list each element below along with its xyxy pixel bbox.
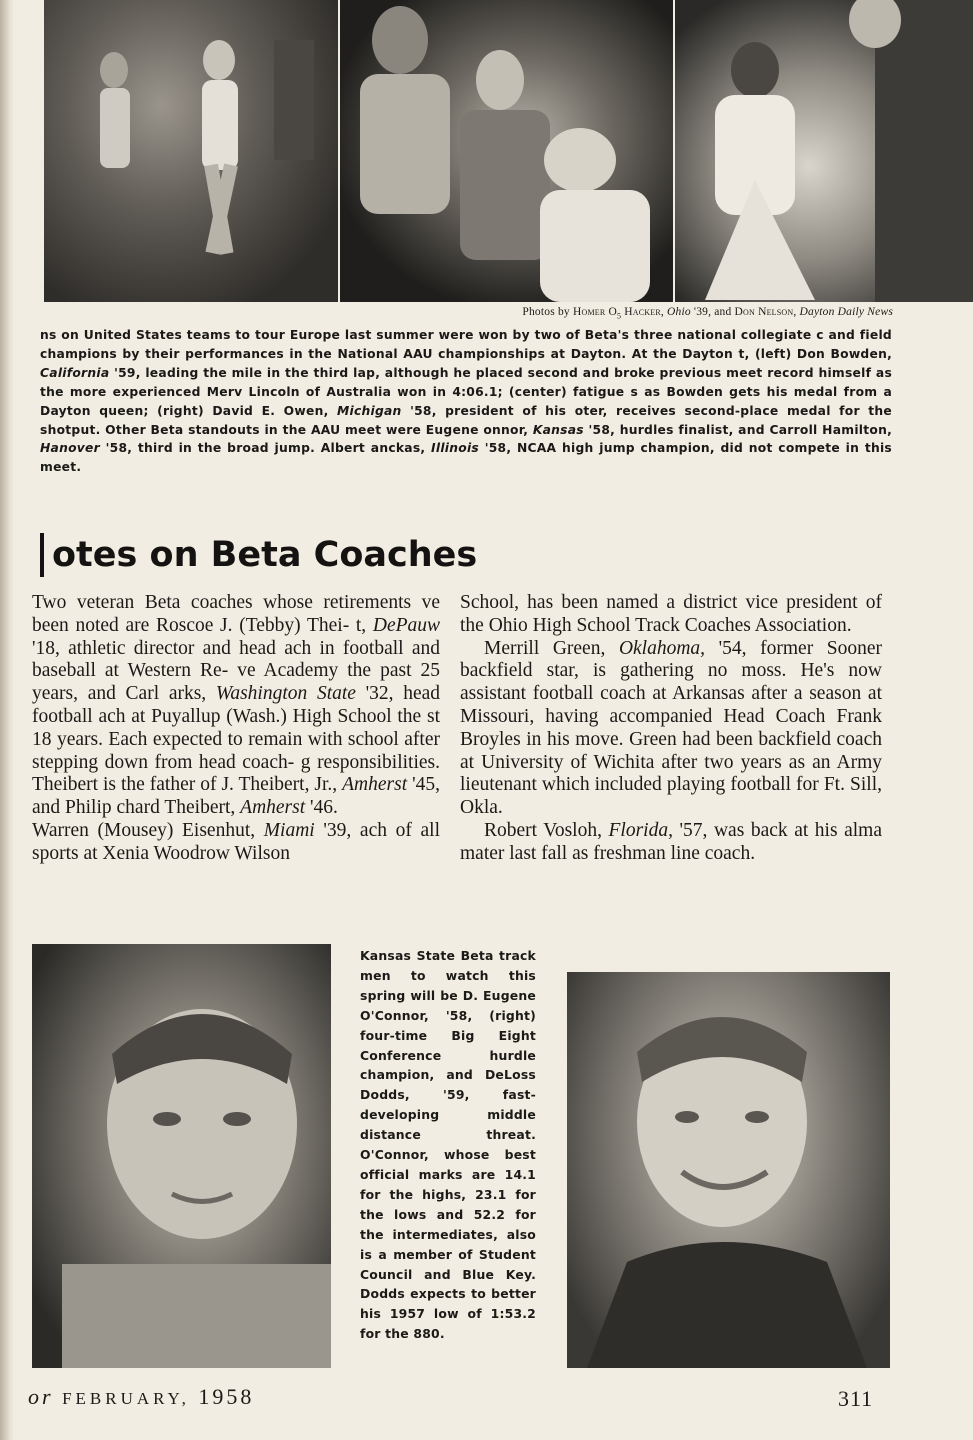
mile-race-photo — [44, 0, 338, 302]
right-paragraph-3: Robert Vosloh, Florida, '57, was back at his alma mater last fall as freshman line coach. — [460, 819, 883, 864]
runners-illustration — [44, 0, 338, 302]
photo-credit: Photos by Homer $O_5$ Hacker, Ohio '39, and Don Nelson, Dayton Daily News — [522, 306, 893, 321]
queen-scene-illustration — [675, 0, 973, 302]
article-left-column — [32, 592, 440, 866]
kansas-state-caption: Kansas State Beta track men to watch this spring will be D. Eugene O'Connor, '58, (right) four-time Big Eight Conference hurdle champion, and DeLoss Dodds, '59, fast-developing middle distance threat. O'Connor, whose best official marks are 14.1 for the highs, 23.1 for the lows and 52.2 for the intermediates, also is a member of Student Council and Blue Key. Dodds expects to better his 1957 low of 1:53.2 for the 880. — [360, 948, 536, 1342]
left-paragraph-2: Warren (Mousey) Eisenhut, Miami '39, ach of all sports at Xenia Woodrow Wilson — [32, 819, 441, 864]
dodds-portrait-illustration — [567, 972, 890, 1368]
article-right-column — [460, 592, 882, 866]
oconnor-portrait-illustration — [32, 944, 331, 1368]
right-paragraph-1: School, has been named a district vice president of the Ohio High School Track Coaches Association. — [460, 592, 882, 636]
right-paragraph-2: Merrill Green, Oklahoma, '54, former Sooner backfield star, is gathering no moss. He's now assistant football coach at Arkansas after a season at Missouri, having accompanied Head Coach Frank Broyles in his move. Green had been backfield coach at University of Wichita after two years as an Army lieutenant which included playing football for Ft. Sill, Okla. — [460, 637, 883, 819]
oconnor-portrait-photo — [32, 944, 331, 1368]
top-photo-caption: ns on United States teams to tour Europe last summer were won by two of Beta's three national collegiate c and field champions by their performances in the National AAU championships at Dayton. At the Dayton t, (left) Don Bowden, California '59, leading the mile in the third lap, although he placed second and broke previous meet record himself as the more experienced Merv Lincoln of Australia won in 4:06.1; (center) fatigue s as Bowden gets his medal from a Dayton queen; (right) David E. Owen, Michigan '58, president of his oter, receives second-place medal for the shotput. Other Beta standouts in the AAU meet were Eugene onnor, Kansas '58, hurdles finalist, and Carroll Hamilton, Hanover '58, third in the broad jump. Albert anckas, Illinois '58, NCAA high jump champion, did not compete in this meet. — [40, 328, 893, 475]
issue-footer: or FEBRUARY, 1958 — [28, 1384, 255, 1409]
left-paragraph-1: Two veteran Beta coaches whose retirements ve been noted are Roscoe J. (Tebby) Thei- t, DePauw '18, athletic director and head ach in football and baseball at Western Re- ve Academy the past 25 years, and Carl arks, Washington State '32, head football ach at Puyallup (Wash.) High School the st 18 years. Each expected to remain with school after stepping down from head coach- g responsibilities. Theibert is the father of J. Theibert, Jr., Amherst '45, and Philip chard Theibert, Amherst '46. — [32, 592, 441, 819]
dodds-portrait-photo — [567, 972, 890, 1368]
medal-presentation-photo — [340, 0, 673, 302]
page-number: 311 — [838, 1386, 874, 1411]
dayton-queen-photo — [675, 0, 973, 302]
article-headline: otes on Beta Coaches — [40, 533, 477, 577]
medal-scene-illustration — [340, 0, 673, 302]
binding-gutter — [0, 0, 14, 1440]
